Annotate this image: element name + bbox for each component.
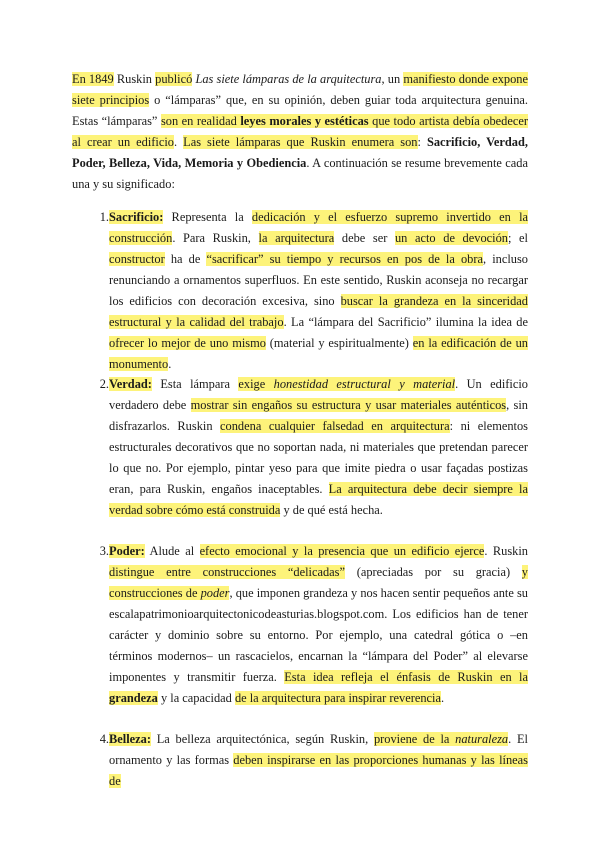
intro-text: . A continuación se resume brevemente cada una y su significado: (72, 156, 528, 191)
highlighted-text: Esta idea refleja el énfasis de Ruskin en la (284, 670, 529, 684)
body-text: y la capacidad (157, 691, 235, 705)
body-text: Representa la (163, 210, 252, 224)
intro-text-highlight: manifiesto donde expone siete principios (72, 72, 528, 107)
body-text: . La “lámpara del Sacrificio” ilumina la idea de (283, 315, 529, 329)
body-text: (material y espiritualmente) (265, 336, 413, 350)
body-text: , incluso renunciando a ornamentos superfluos. En este sentido, Ruskin aconseja no recargar los edificios con decoración excesiva, sino (109, 252, 528, 308)
intro-year: En 1849 (72, 72, 114, 86)
highlighted-text: de la arquitectura para inspirar reverencia (234, 691, 441, 705)
intro-text-highlight: publicó (155, 72, 193, 86)
term-label: grandeza (109, 691, 158, 705)
body-text: Alude al (144, 544, 200, 558)
book-title: Las siete lámparas de la arquitectura (195, 72, 382, 86)
highlighted-text: en la edificación de un monumento (109, 336, 528, 371)
body-text: debe ser (334, 231, 395, 245)
body-text: , que imponen grandeza y nos hacen sentir pequeños ante su escalapatrimonioarquitectonicodeasturias.blogspot.com. Los edificios han de tener carácter y dominio sobre su entorno. Por ejemplo, una catedral gótica o –en términos modernos– un rascacielos, encarnan la “lámpara del Poder” al elevarse imponentes y transmitir fuerza. (109, 586, 528, 684)
intro-text-highlight: que todo artista debía obedecer al crear un edificio (72, 114, 528, 149)
list-number-col (72, 541, 109, 709)
list-item-row (72, 374, 528, 521)
highlighted-text: “sacrificar” su tiempo y recursos en pos de la obra (206, 252, 483, 266)
body-text: . (168, 357, 172, 371)
highlighted-text: ofrecer lo mejor de uno mismo (109, 336, 266, 350)
highlighted-text: poder (200, 586, 230, 600)
list-item-row (72, 541, 528, 709)
highlighted-text: deben inspirarse en las proporciones humanas y las líneas de (109, 753, 528, 788)
body-text: , sin disfrazarlos. Ruskin (109, 398, 529, 433)
list-number-col (72, 729, 109, 792)
highlighted-text: constructor (109, 252, 165, 266)
list-item-row (72, 207, 528, 375)
intro-text: : (417, 135, 427, 149)
body-text: y de qué está hecha. (280, 503, 383, 517)
body-text: : ni elementos estructurales decorativos que no soportan nada, ni materiales que pretendan parecer lo que no. Por ejemplo, pintar yeso para que imite piedra o usar façadas postizas eran, para Ruskin, engaños inaceptables. (109, 419, 528, 496)
highlighted-text: mostrar sin engaños su estructura y usar materiales auténticos (190, 398, 507, 412)
body-text: . (440, 691, 445, 705)
list-number: 4. (99, 732, 109, 746)
intro-text-highlight: son en realidad (160, 114, 241, 128)
list-item-text (109, 541, 528, 709)
list-item-text (109, 207, 528, 375)
body-text: ha de (164, 252, 207, 266)
body-text: La belleza arquitectónica, según Ruskin, (150, 732, 374, 746)
list-item-row (72, 729, 528, 792)
intro-text: o “lámparas” que, en su opinión, deben guiar toda arquitectura genuina. Estas “lámparas” (72, 93, 528, 128)
list-number-col (72, 374, 109, 521)
highlighted-text: dedicación y el esfuerzo supremo invertido en la construcción (109, 210, 529, 245)
highlighted-text: honestidad estructural y material (273, 377, 456, 391)
highlighted-text: y construcciones de (109, 565, 528, 600)
intro-text-bold-highlight: leyes morales y estéticas (240, 114, 369, 128)
body-text: . Un edificio verdadero debe (109, 377, 529, 412)
term-label: Poder: (109, 544, 145, 558)
list-item-text (109, 729, 528, 792)
list-item-verdad (72, 374, 528, 521)
list-number: 3. (99, 544, 109, 558)
intro-text: Ruskin (113, 72, 156, 86)
highlighted-text: exige (238, 377, 274, 391)
body-text: (apreciadas por su gracia) (345, 565, 522, 579)
list-number-col (72, 207, 109, 375)
body-text: . El ornamento y las formas (109, 732, 528, 767)
term-label: Verdad: (109, 377, 152, 391)
highlighted-text: la arquitectura (258, 231, 335, 245)
highlighted-text: naturaleza (455, 732, 509, 746)
list-number: 2. (99, 377, 109, 391)
body-text: Esta lámpara (151, 377, 239, 391)
body-text: ; el (507, 231, 528, 245)
intro-text: . (174, 135, 184, 149)
body-text: . Ruskin (484, 544, 528, 558)
highlighted-text: condena cualquier falsedad en arquitectura (220, 419, 450, 433)
list-item-sacrificio (72, 207, 528, 375)
intro-text-highlight: Las siete lámparas que Ruskin enumera son (183, 135, 418, 149)
intro-paragraph (72, 69, 528, 195)
term-label: Sacrificio: (109, 210, 164, 224)
body-text: . Para Ruskin, (172, 231, 259, 245)
term-label: Belleza: (109, 732, 151, 746)
intro-text: , un (381, 72, 404, 86)
lamps-list-bold: Sacrificio, Verdad, Poder, Belleza, Vida, Memoria y Obediencia (72, 135, 528, 170)
highlighted-text: distingue entre construcciones “delicadas” (109, 565, 345, 579)
highlighted-text: proviene de la (373, 732, 456, 746)
highlighted-text: efecto emocional y la presencia que un edificio ejerce (199, 544, 485, 558)
list-number: 1. (99, 210, 109, 224)
highlighted-text: La arquitectura debe decir siempre la verdad sobre cómo está construida (109, 482, 528, 517)
list-item-poder (72, 541, 528, 709)
highlighted-text: buscar la grandeza en la sinceridad estructural y la calidad del trabajo (109, 294, 528, 329)
list-item-text (109, 374, 528, 521)
list-item-belleza (72, 729, 528, 792)
highlighted-text: un acto de devoción (394, 231, 508, 245)
